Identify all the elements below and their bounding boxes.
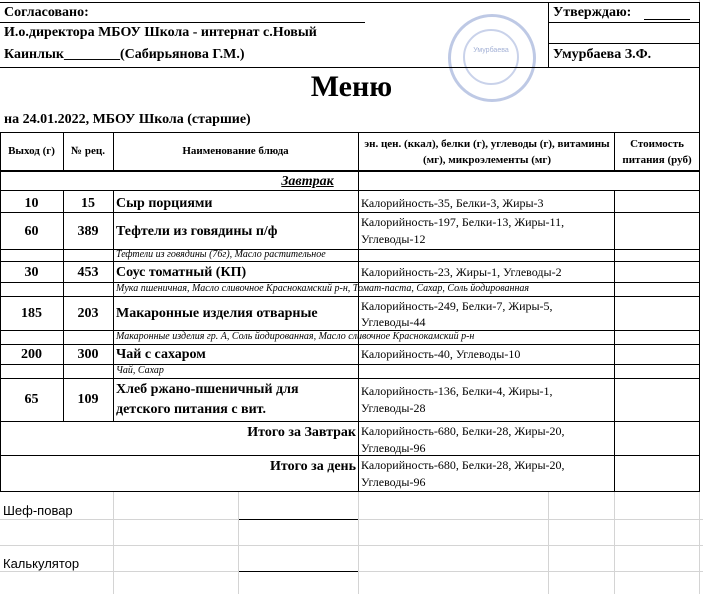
grid-line <box>358 492 359 594</box>
dish-name: Соус томатный (КП) <box>116 265 247 280</box>
dish-nutrition: Углеводы-28 <box>361 401 426 415</box>
dish-recipe: 203 <box>77 306 99 321</box>
agreed-label: Согласовано: <box>4 5 89 20</box>
column-header-recipe: № рец. <box>71 145 105 157</box>
dish-output: 30 <box>24 265 39 280</box>
stamp-text: Умурбаева <box>473 47 509 54</box>
row-divider <box>0 261 699 262</box>
dish-nutrition: Калорийность-197, Белки-13, Жиры-11, <box>361 215 565 229</box>
dish-output: 10 <box>24 196 39 211</box>
approver-name: Умурбаева З.Ф. <box>553 47 652 62</box>
row-divider <box>0 344 699 345</box>
dish-nutrition: Углеводы-44 <box>361 315 426 329</box>
dish-output: 200 <box>21 347 42 362</box>
column-divider <box>113 132 114 172</box>
dish-name: Чай с сахаром <box>116 347 206 362</box>
row-divider <box>0 212 699 213</box>
column-header-nutrition: эн. цен. (ккал), белки (г), углеводы (г), витамины (мг), микроэлементы (мг) <box>364 138 610 166</box>
column-divider <box>113 190 114 422</box>
header-border <box>548 22 699 23</box>
table-border <box>0 170 699 172</box>
column-header-output: Выход (г) <box>8 145 55 157</box>
agreed-line-1: И.о.директора МБОУ Школа - интернат с.Новый <box>4 25 317 40</box>
approve-label: Утверждаю: <box>553 5 632 20</box>
header-border <box>0 2 699 3</box>
dish-output: 60 <box>24 224 39 239</box>
dish-ingredients: Макаронные изделия гр. А, Соль йодированная, Масло сливочное Краснокамский р-н <box>116 331 475 342</box>
header-border <box>548 43 699 44</box>
row-divider <box>0 421 699 422</box>
dish-nutrition: Калорийность-136, Белки-4, Жиры-1, <box>361 384 553 398</box>
dish-recipe: 15 <box>81 196 95 211</box>
total-breakfast-nutrition: Калорийность-680, Белки-28, Жиры-20, <box>361 424 565 438</box>
grid-line <box>238 492 239 594</box>
column-divider <box>614 132 615 172</box>
dish-name: Хлеб ржано-пшеничный для <box>116 382 299 397</box>
total-day-nutrition: Калорийность-680, Белки-28, Жиры-20, <box>361 458 565 472</box>
table-border <box>0 491 699 492</box>
column-header-name: Наименование блюда <box>182 145 289 157</box>
dish-nutrition: Калорийность-40, Углеводы-10 <box>361 347 521 361</box>
grid-line <box>0 545 703 546</box>
grid-line <box>614 492 615 594</box>
dish-output: 185 <box>21 306 42 321</box>
calculator-signature-line <box>239 571 358 572</box>
column-divider <box>699 2 700 492</box>
dish-name: детского питания с вит. <box>116 402 267 417</box>
dish-name: Тефтели из говядины п/ф <box>116 224 278 239</box>
total-breakfast-nutrition: Углеводы-96 <box>361 441 426 455</box>
row-divider <box>0 364 699 365</box>
table-border <box>0 190 699 191</box>
dish-nutrition: Калорийность-23, Жиры-1, Углеводы-2 <box>361 265 562 279</box>
dish-recipe: 389 <box>77 224 99 239</box>
agreed-line-2: Каинлык________(Сабирьянова Г.М.) <box>4 47 245 62</box>
row-divider <box>0 296 699 297</box>
dish-ingredients: Чай, Сахар <box>116 365 164 376</box>
page-title: Меню <box>310 70 393 103</box>
dish-nutrition: Калорийность-35, Белки-3, Жиры-3 <box>361 196 544 210</box>
grid-line <box>113 492 114 594</box>
page-subtitle: на 24.01.2022, МБОУ Школа (старшие) <box>4 112 251 127</box>
column-divider <box>614 190 615 492</box>
column-header-cost: Стоимость питания (руб) <box>622 138 692 166</box>
dish-ingredients: Мука пшеничная, Масло сливочное Краснокамский р-н, Томат-паста, Сахар, Соль йодированная <box>116 283 530 294</box>
dish-output: 65 <box>24 392 39 407</box>
row-divider <box>0 249 699 250</box>
chef-signature-line <box>239 519 358 520</box>
total-breakfast-label: Итого за Завтрак <box>247 425 356 440</box>
dish-recipe: 453 <box>77 265 99 280</box>
row-divider <box>0 378 699 379</box>
signature-line <box>644 19 690 20</box>
dish-ingredients: Тефтели из говядины (76г), Масло растительное <box>116 249 326 260</box>
chef-label: Шеф-повар <box>3 503 73 518</box>
total-day-nutrition: Углеводы-96 <box>361 475 426 489</box>
row-divider <box>0 455 699 456</box>
dish-recipe: 109 <box>77 392 99 407</box>
meal-section-label: Завтрак <box>281 174 334 189</box>
dish-recipe: 300 <box>77 347 99 362</box>
column-divider <box>63 132 64 172</box>
grid-line <box>548 492 549 594</box>
dish-name: Макаронные изделия отварные <box>116 306 318 321</box>
calculator-label: Калькулятор <box>3 556 80 571</box>
header-border <box>0 67 699 68</box>
dish-nutrition: Углеводы-12 <box>361 232 426 246</box>
dish-nutrition: Калорийность-249, Белки-7, Жиры-5, <box>361 299 553 313</box>
header-border <box>0 22 365 23</box>
dish-name: Сыр порциями <box>116 196 213 211</box>
total-day-label: Итого за день <box>270 459 356 474</box>
table-border <box>0 132 699 133</box>
header-border <box>548 2 549 68</box>
